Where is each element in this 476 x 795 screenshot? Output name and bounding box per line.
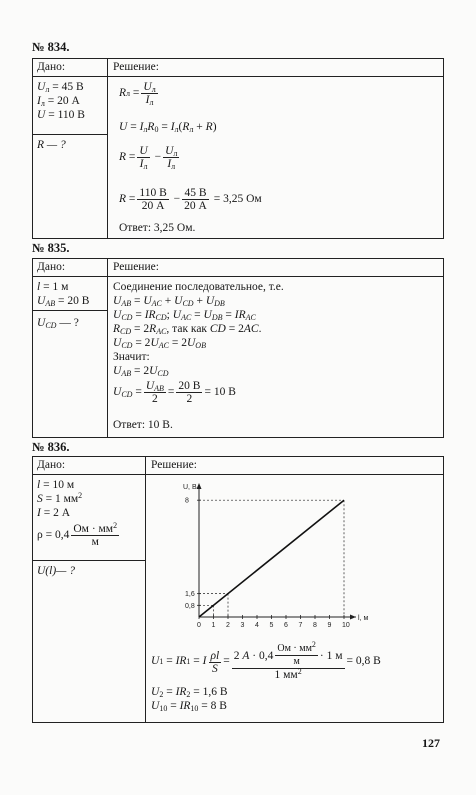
y-axis-label: U, В — [183, 484, 197, 491]
eq-u10: $U_{10} = IR_{10} = 8$ В — [151, 700, 227, 713]
page-number: 127 — [422, 736, 440, 750]
formula-r-numeric: R = $\frac{110 В}{20 А}$ − $\frac{45 В}{20 А}$ = 3,25 Ом — [119, 187, 262, 212]
x-tick-label: 8 — [313, 622, 317, 629]
x-tick-label: 7 — [298, 622, 303, 629]
x-tick-label: 0 — [197, 622, 201, 629]
given-length: l = 1 м — [37, 281, 69, 293]
eq-u-cd-double: $U_{CD} = 2U_{AC} = 2U_{OB}$ — [113, 337, 206, 350]
formula-r: R = $\frac{U}{I_л}$ − $\frac{U_л}{I_л}$ — [119, 145, 178, 171]
eq-u-cd: $U_{CD} = IR_{CD}$; $U_{AC} = U_{DB} = IR_{AC}$ — [113, 309, 256, 322]
formula-r-lamp: R л = $\frac{U_л}{I_л}$ — [119, 81, 156, 107]
given-u-ab: $U_{AB} = 20$ В — [37, 295, 90, 308]
problem-836-title: № 836. — [32, 440, 70, 454]
given-label: Дано: — [37, 459, 66, 471]
problem-834-title: № 834. — [32, 40, 70, 54]
solution-label: Решение: — [151, 459, 197, 471]
series-line — [199, 500, 344, 617]
y-axis-arrow — [197, 483, 202, 489]
problem-835-table — [32, 258, 444, 438]
given-label: Дано: — [37, 61, 66, 73]
find-r: R — ? — [37, 139, 66, 151]
given-label: Дано: — [37, 261, 66, 273]
given-i-lamp: $I_л = 20$ А — [37, 95, 80, 108]
x-tick-label: 2 — [226, 622, 230, 629]
given-length: l = 10 м — [37, 479, 75, 491]
voltage-length-graph — [181, 479, 369, 637]
solution-label: Решение: — [113, 61, 159, 73]
x-axis-label: l, м — [358, 615, 369, 622]
given-u-total: U = 110 В — [37, 109, 85, 121]
problem-834-table — [32, 58, 444, 239]
y-tick-label: 8 — [185, 497, 189, 505]
x-axis-arrow — [350, 615, 356, 620]
eq-u2: $U_2 = IR_2 = 1,6$ В — [151, 686, 228, 699]
series-note: Соединение последовательное, т.е. — [113, 281, 284, 293]
given-resistivity: ρ = 0,4 $\frac{Ом \cdot мм^2}{м}$ — [37, 521, 118, 548]
x-tick-label: 9 — [327, 622, 332, 629]
eq-u-ab-sum: $U_{AB} = U_{AC} + U_{CD} + U_{DB}$ — [113, 295, 225, 308]
problem-836-table — [32, 456, 444, 723]
eq-u1: U 1 = IR 1 = I $\frac{\rho l}{S}$ = 2 A · 0,4 $\frac{Ом \cdot мм^2}{м}$ · 1 м 1 $мм^2$ = 0,8 В — [151, 640, 381, 681]
x-tick-label: 1 — [211, 622, 216, 629]
eq-u-ab-double: $U_{AB} = 2U_{CD}$ — [113, 365, 169, 378]
x-tick-label: 4 — [255, 622, 259, 629]
eq-u-cd-numeric: $U_{CD}$ = $\frac{U_{AB}}{2}$ = $\frac{20 В}{2}$ = 10 В — [113, 380, 236, 405]
problem-835-title: № 835. — [32, 241, 70, 255]
since-label: Значит: — [113, 351, 150, 363]
given-area: S = 1 $мм^2$ — [37, 491, 83, 505]
solution-label: Решение: — [113, 261, 159, 273]
formula-ohm: $U = I_лR_0 = I_л(R_л + R)$ — [119, 121, 217, 134]
y-tick-label: 1,6 — [185, 591, 195, 599]
y-tick-label: 0,8 — [185, 602, 195, 610]
find-u-of-l: U(l)— ? — [37, 565, 76, 577]
find-u-cd: $U_{CD}$ — ? — [37, 317, 79, 330]
x-tick-label: 6 — [284, 622, 288, 629]
given-current: I = 2 А — [37, 507, 71, 519]
x-tick-label: 3 — [240, 622, 245, 629]
x-tick-label: 5 — [269, 622, 274, 629]
answer-835: Ответ: 10 В. — [113, 419, 173, 431]
eq-r-cd: $R_{CD} = 2R_{AC}$, так как CD = 2AC. — [113, 323, 262, 336]
given-u-lamp: $U_л = 45$ В — [37, 81, 84, 94]
x-tick-label: 10 — [342, 622, 350, 629]
answer-834: Ответ: 3,25 Ом. — [119, 222, 196, 234]
